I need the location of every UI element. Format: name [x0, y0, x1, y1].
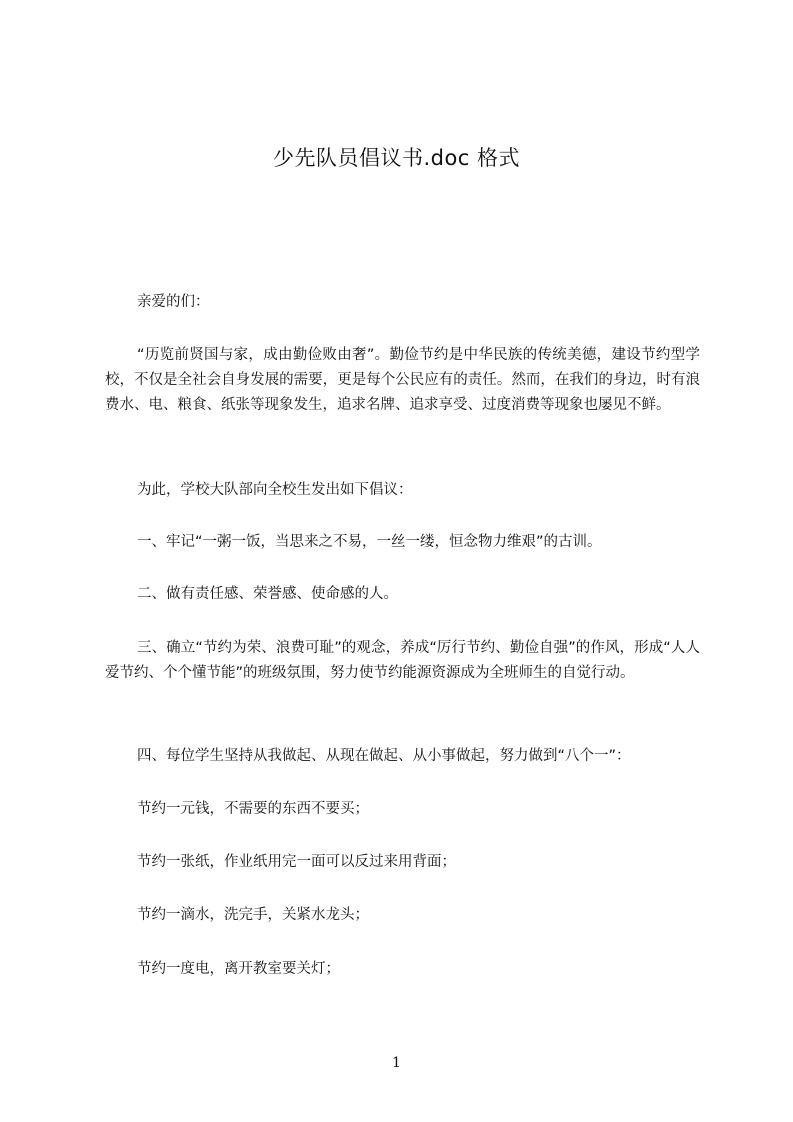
paragraph-save-money: 节约一元钱，不需要的东西不要买；	[137, 801, 369, 817]
paragraph-save-water: 节约一滴水，洗完手，关紧水龙头；	[137, 907, 369, 923]
page-number: 1	[392, 1055, 401, 1071]
paragraph-item-4: 四、每位学生坚持从我做起、从现在做起、从小事做起，努力做到“八个一”：	[137, 748, 631, 764]
paragraph-intro: “历览前贤国与家，成由勤俭败由奢”。勤俭节约是中华民族的传统美德，建设节约型学校，不仅是全社会自身发展的需要，更是每个公民应有的责任。然而，在我们的身边，时有浪费水、电、粮食、纸张等现象发生，追求名牌、追求享受、过度消费等现象也屡见不鲜。	[105, 347, 700, 413]
paragraph-save-electricity: 节约一度电，离开教室要关灯；	[137, 961, 340, 977]
paragraph-item-1: 一、牢记“一粥一饭，当思来之不易，一丝一缕，恒念物力维艰”的古训。	[137, 534, 602, 550]
paragraph-proposal: 为此，学校大队部向全校生发出如下倡议：	[137, 482, 413, 498]
document-title: 少先队员倡议书.doc 格式	[272, 146, 521, 170]
paragraph-save-paper: 节约一张纸，作业纸用完一面可以反过来用背面；	[137, 854, 456, 870]
paragraph-item-2: 二、做有责任感、荣誉感、使命感的人。	[137, 586, 398, 602]
greeting: 亲爱的们：	[137, 294, 210, 310]
paragraph-item-3: 三、确立“节约为荣、浪费可耻”的观念，养成“厉行节约、勤俭自强”的作风，形成“人人爱节约、个个懂节能”的班级氛围，努力使节约能源资源成为全班师生的自觉行动。	[105, 640, 700, 681]
